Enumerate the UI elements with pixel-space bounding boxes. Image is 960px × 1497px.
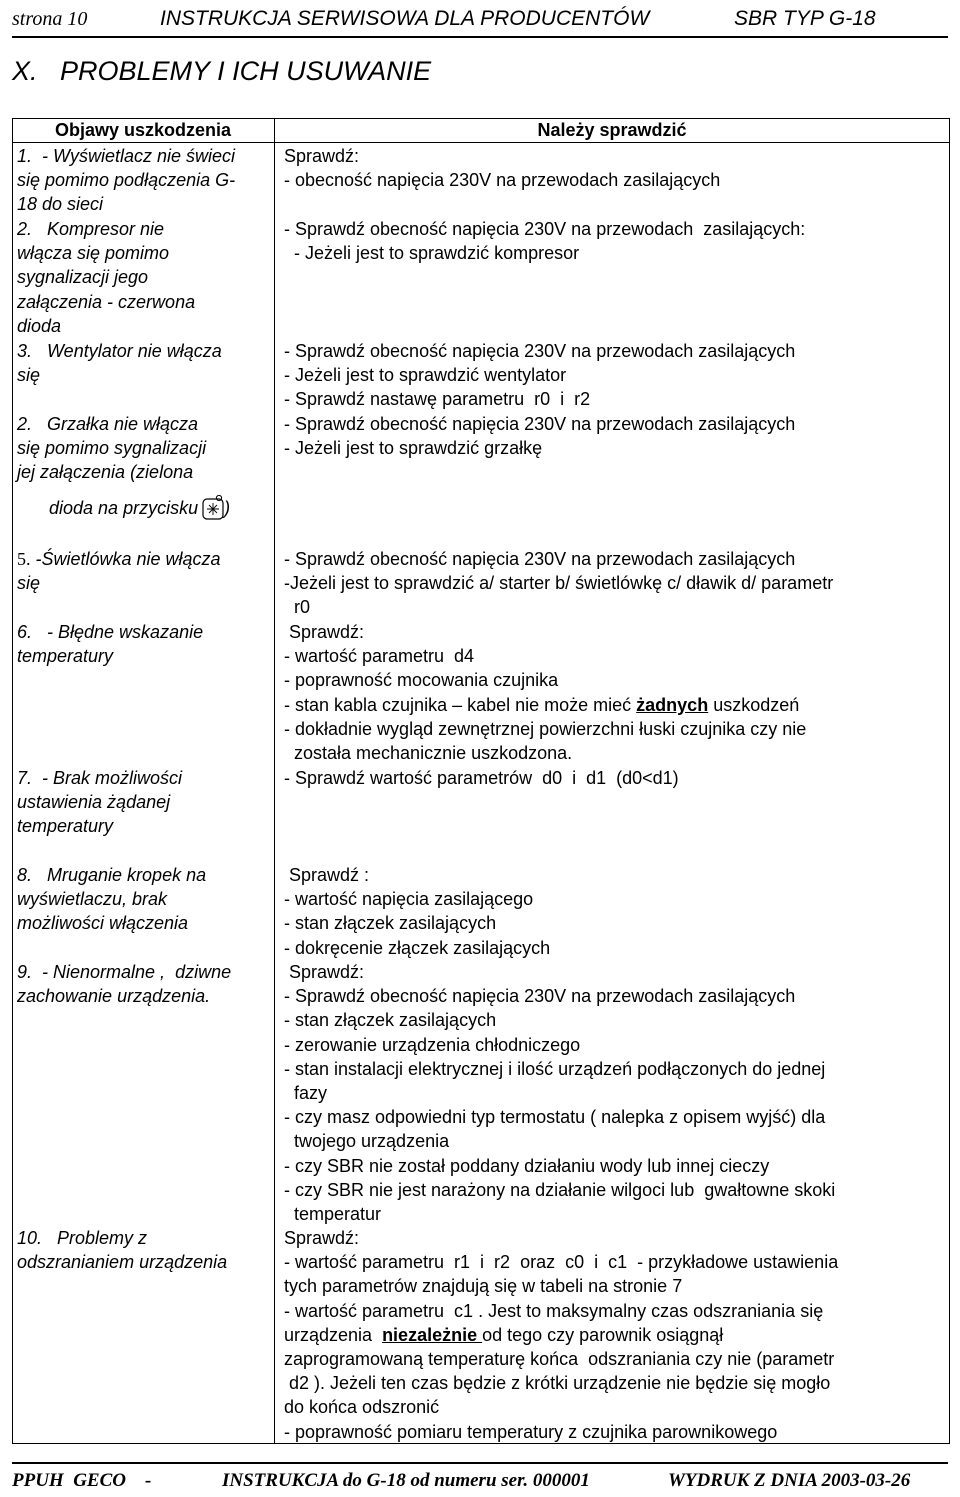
symptom-cell-button-line: dioda na przycisku ) xyxy=(49,494,230,520)
page-header xyxy=(12,4,948,38)
symptom-cell: 2. Grzałka nie włącza się pomimo sygnalizacji jej załączenia (zielona xyxy=(17,414,207,483)
troubleshooting-table xyxy=(12,118,950,1444)
footer-print-date: WYDRUK Z DNIA 2003-03-26 xyxy=(668,1470,911,1491)
table-border-right xyxy=(949,118,950,1444)
column-divider xyxy=(274,118,275,1444)
checks-cell: - Sprawdź obecność napięcia 230V na przewodach zasilających - Jeżeli jest to sprawdzić wentylator - Sprawdź nastawę parametru r0 i r2 xyxy=(284,341,796,410)
symptom-cell: 10. Problemy z odszranianiem urządzenia xyxy=(17,1228,228,1273)
checks-cell: Sprawdź: - wartość parametru r1 i r2 oraz c0 i c1 - przykładowe ustawienia tych parametrów znajdują się w tabeli na stronie 7 - wartość parametru c1 . Jest to maksymalny czas odszraniania się urządzenia niezależnie od tego czy parownik osiągnął zaprogramowaną temperaturę końca odszraniania czy nie (parametr d2 ). Jeżeli ten czas będzie z krótki urządzenie nie będzie się mogło do końca odszronić - poprawność pomiaru temperatury z czujnika parownikowego xyxy=(284,1228,839,1442)
checks-cell: Sprawdź: - obecność napięcia 230V na przewodach zasilających xyxy=(284,146,721,191)
checks-cell: Sprawdź: - Sprawdź obecność napięcia 230V na przewodach zasilających - stan złączek zasilających - zerowanie urządzenia chłodniczego - stan instalacji elektrycznej i ilość urządzeń podłączonych do jednej fazy - czy masz odpowiedni typ termostatu ( nalepka z opisem wyjść) dla twojego urządzenia - czy SBR nie został poddany działaniu wody lub innej cieczy - czy SBR nie jest narażony na działanie wilgoci lub gwałtowne skoki temperatur xyxy=(284,962,836,1225)
column-header-symptoms: Objawy uszkodzenia xyxy=(54,120,232,140)
checks-cell: - Sprawdź obecność napięcia 230V na przewodach zasilających: - Jeżeli jest to sprawdzić kompresor xyxy=(284,219,806,264)
page-footer xyxy=(12,1462,948,1494)
defrost-button-icon xyxy=(202,494,224,520)
symptom-cell: 5. -Świetlówka nie włącza się xyxy=(17,549,221,594)
device-model: SBR TYP G-18 xyxy=(734,7,876,30)
checks-cell: - Sprawdź obecność napięcia 230V na przewodach zasilających -Jeżeli jest to sprawdzić a/ starter b/ świetlówkę c/ dławik d/ parametr r0 xyxy=(284,549,834,618)
checks-cell: Sprawdź: - wartość parametru d4 - poprawność mocowania czujnika - stan kabla czujnika – kabel nie może mieć żadnych uszkodzeń - dokładnie wygląd zewnętrznej powierzchni łuski czujnika czy nie została mechanicznie uszkodzona. xyxy=(284,622,807,764)
symptom-cell: 6. - Błędne wskazanie temperatury xyxy=(17,622,204,667)
symptom-cell: 9. - Nienormalne , dziwne zachowanie urządzenia. xyxy=(17,962,237,1007)
checks-cell: - Sprawdź obecność napięcia 230V na przewodach zasilających - Jeżeli jest to sprawdzić grzałkę xyxy=(284,414,796,459)
symptom-cell: 8. Mruganie kropek na wyświetlaczu, brak możliwości włączenia xyxy=(17,865,207,934)
checks-cell: - Sprawdź wartość parametrów d0 i d1 (d0<d1) xyxy=(284,768,679,788)
symptom-cell: 3. Wentylator nie włącza się xyxy=(17,341,222,386)
symptom-cell: 2. Kompresor nie włącza się pomimo sygnalizacji jego załączenia - czerwona dioda xyxy=(17,219,196,336)
page-number: strona 10 xyxy=(12,8,88,30)
section-title: X. PROBLEMY I ICH USUWANIE xyxy=(12,56,432,86)
table-border-left xyxy=(12,118,13,1444)
checks-cell: Sprawdź : - wartość napięcia zasilającego - stan złączek zasilających - dokręcenie złączek zasilających xyxy=(284,865,551,958)
footer-company: PPUH GECO - xyxy=(12,1470,152,1491)
column-header-checks: Należy sprawdzić xyxy=(537,120,687,140)
symptom-cell: 1. - Wyświetlacz nie świeci się pomimo podłączenia G- 18 do sieci xyxy=(17,146,236,215)
document-title: INSTRUKCJA SERWISOWA DLA PRODUCENTÓW xyxy=(160,7,650,30)
symptom-cell: 7. - Brak możliwości ustawienia żądanej temperatury xyxy=(17,768,183,837)
footer-instruction: INSTRUKCJA do G-18 od numeru ser. 000001 xyxy=(222,1470,590,1491)
